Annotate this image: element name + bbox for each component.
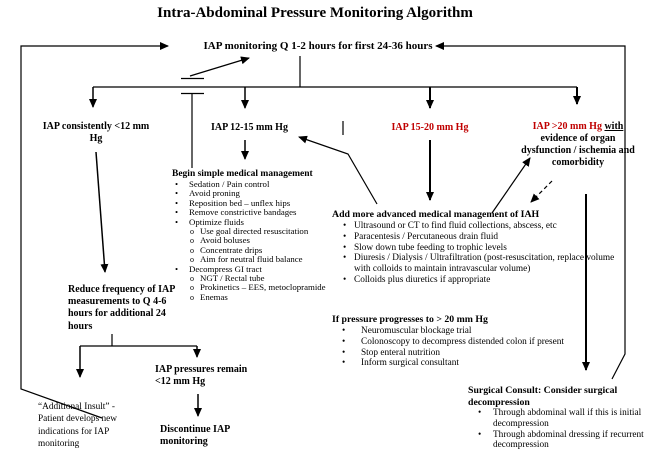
node-iap-gt20-rest: evidence of organ dysfunction / ischemia and comorbidity: [521, 133, 635, 168]
surgical-consult-block: [468, 385, 658, 451]
list-item: o Enemas: [172, 293, 358, 302]
list-item: o Aim for neutral fluid balance: [172, 255, 358, 264]
simple-management-header: Begin simple medical management: [172, 169, 313, 179]
list-item: • Through abdominal dressing if recurrent decompression: [468, 430, 658, 452]
list-item: • Through abdominal wall if this is initial decompression: [468, 408, 658, 430]
list-item: o Use goal directed resuscitation: [172, 227, 358, 236]
list-item: o Concentrate drips: [172, 246, 358, 255]
list-item: • Ultrasound or CT to find fluid collections, abscess, etc: [332, 221, 620, 232]
pressure-progression-list: [332, 326, 620, 369]
node-iap-gt20-title: IAP >20 mm Hg: [532, 121, 602, 132]
list-item: • Slow down tube feeding to trophic levels: [332, 243, 620, 254]
list-item: • Sedation / Pain control: [172, 180, 358, 189]
list-item: • Diuresis / Dialysis / Ultrafiltration (post-resuscitation, replace volume with colloids to maintain intravascular volume): [332, 253, 620, 275]
node-discontinue-monitoring: Discontinue IAP monitoring: [160, 424, 230, 448]
list-item: • Avoid proning: [172, 189, 358, 198]
node-iap-gt20: [516, 121, 640, 169]
list-item: • Remove constrictive bandages: [172, 208, 358, 217]
list-item: • Decompress GI tract: [172, 265, 358, 274]
arrow-lt12-to-reduce: [96, 152, 105, 272]
list-item: o Avoid boluses: [172, 236, 358, 245]
surgical-consult-list: [468, 408, 658, 451]
list-item: • Reposition bed – unflex hips: [172, 199, 358, 208]
advanced-management-list: [332, 221, 620, 286]
list-item: o Prokinetics – EES, metoclopramide: [172, 283, 358, 292]
crossing-return-arrow: [190, 58, 249, 76]
node-iap-gt20-with: with: [604, 121, 624, 132]
pressure-progression-block: [332, 314, 620, 369]
list-item: • Colonoscopy to decompress distended colon if present: [332, 337, 620, 348]
pressure-progression-header: If pressure progresses to > 20 mm Hg: [332, 314, 488, 325]
list-item: o NGT / Rectal tube: [172, 274, 358, 283]
node-iap-15-20: IAP 15-20 mm Hg: [391, 122, 469, 133]
list-item: • Colloids plus diuretics if appropriate: [332, 275, 620, 286]
dashed-arrow-gt20-to-advanced: [531, 181, 552, 202]
advanced-management-header: Add more advanced medical management of IAH: [332, 209, 540, 220]
node-iap-lt12: IAP consistently <12 mm Hg: [42, 121, 150, 144]
feedback-left-arrow: [21, 46, 168, 418]
list-item: • Stop enteral nutrition: [332, 348, 620, 359]
list-item: • Inform surgical consultant: [332, 358, 620, 369]
list-item: • Optimize fluids: [172, 218, 358, 227]
node-pressures-remain: IAP pressures remain <12 mm Hg: [155, 364, 248, 388]
node-reduce-frequency: Reduce frequency of IAP measurements to Q 4-6 hours for additional 24 hours: [68, 284, 175, 332]
node-additional-insult: “Additional Insult” - Patient develops new indications for IAP monitoring: [38, 402, 118, 449]
simple-management-block: [172, 169, 358, 302]
list-item: • Paracentesis / Percutaneous drain fluid: [332, 232, 620, 243]
page-title: Intra-Abdominal Pressure Monitoring Algorithm: [157, 5, 473, 21]
list-item: • Neuromuscular blockage trial: [332, 326, 620, 337]
advanced-management-block: [332, 209, 620, 286]
simple-management-list: [172, 180, 358, 302]
node-iap-monitoring: IAP monitoring Q 1-2 hours for first 24-36 hours: [203, 40, 433, 52]
node-iap-12-15: IAP 12-15 mm Hg: [211, 122, 288, 133]
surgical-consult-header: Surgical Consult: Consider surgical decompression: [468, 385, 618, 408]
